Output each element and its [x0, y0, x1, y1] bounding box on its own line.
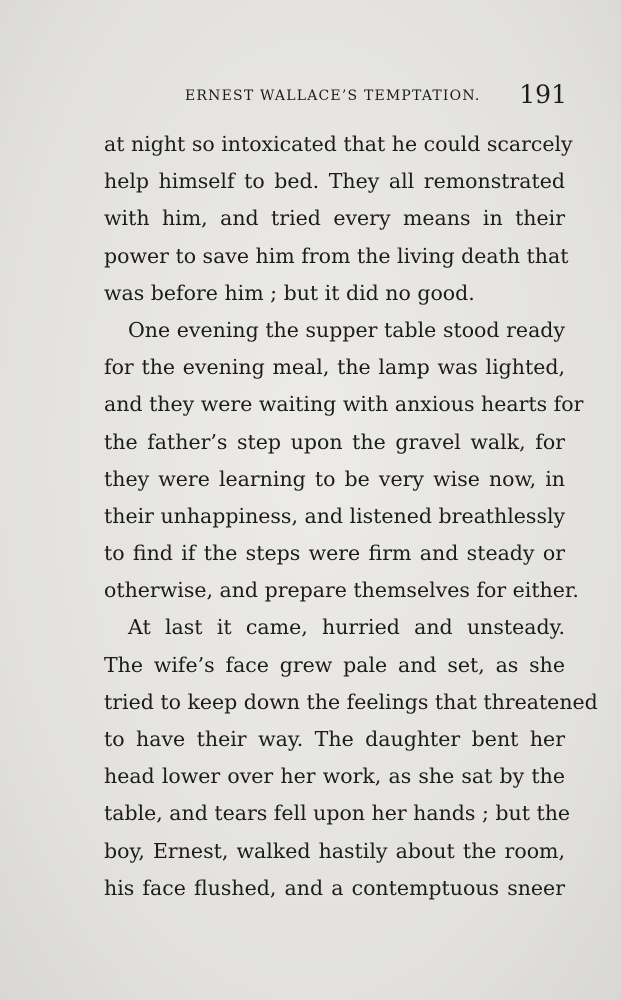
text-line: to have their way. The daughter bent her	[104, 727, 565, 751]
text-line: his face flushed, and a contemptuous sneer	[104, 875, 565, 900]
text-line: the father’s step upon the gravel walk, for	[104, 429, 565, 454]
text-line: they were learning to be very wise now, in	[104, 466, 565, 491]
text-line: head lower over her work, as she sat by the	[104, 764, 565, 789]
text-line: for the evening meal, the lamp was lighted,	[104, 355, 565, 380]
text-line: otherwise, and prepare themselves for either.	[104, 578, 579, 603]
page-number: 191	[519, 80, 567, 109]
text-line: One evening the supper table stood ready	[128, 317, 565, 342]
text-line: power to save him from the living death that	[104, 243, 569, 268]
text-line: at night so intoxicated that he could scarcely	[104, 132, 573, 156]
text-line: was before him ; but it did no good.	[104, 280, 475, 305]
text-line: boy, Ernest, walked hastily about the room,	[104, 838, 565, 863]
text-line: and they were waiting with anxious hearts for	[104, 392, 584, 417]
body-text	[104, 126, 598, 907]
text-line: tried to keep down the feelings that threatened	[104, 689, 598, 714]
text-line: table, and tears fell upon her hands ; but the	[104, 801, 571, 826]
text-line: their unhappiness, and listened breathlessly	[104, 503, 566, 528]
running-title: ERNEST WALLACE’S TEMPTATION.	[185, 88, 481, 104]
text-line: The wife’s face grew pale and set, as she	[104, 652, 565, 677]
text-line: At last it came, hurried and unsteady.	[128, 615, 565, 640]
text-line: with him, and tried every means in their	[104, 206, 565, 231]
text-line: to find if the steps were firm and steady or	[104, 541, 565, 566]
text-line: help himself to bed. They all remonstrated	[104, 169, 565, 194]
running-head	[185, 80, 567, 110]
